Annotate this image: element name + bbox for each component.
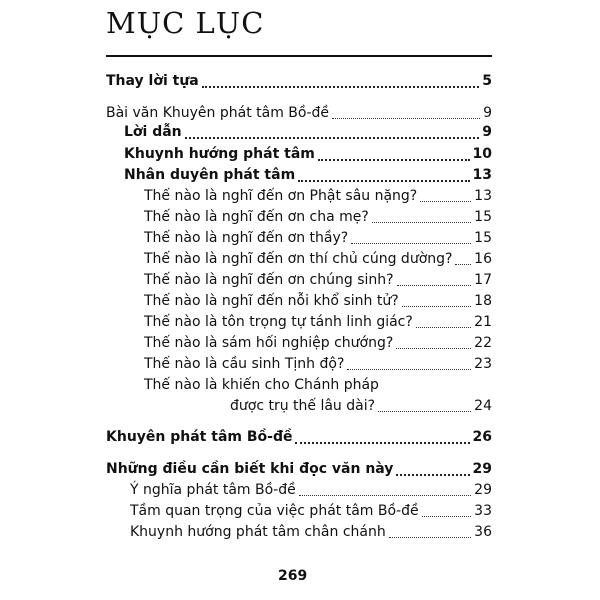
toc-entry-page: 15 — [474, 209, 492, 225]
toc-subentry-line1[interactable]: Thế nào là khiến cho Chánh pháp — [144, 377, 379, 393]
dot-leader — [396, 347, 471, 349]
toc-subentry[interactable] — [144, 206, 492, 228]
toc-entry-page: 21 — [474, 314, 492, 330]
toc-entry-page: 33 — [474, 503, 492, 519]
toc-entry-label: được trụ thế lâu dài? — [230, 398, 376, 414]
toc-subentry[interactable] — [144, 185, 492, 207]
dot-leader — [378, 410, 471, 412]
toc-subentry[interactable] — [130, 521, 492, 543]
toc-entry-page: 22 — [474, 335, 492, 351]
toc-subentry[interactable] — [130, 500, 492, 522]
toc-entry-label: Thế nào là tôn trọng tự tánh linh giác? — [144, 314, 413, 330]
dot-leader — [416, 326, 471, 328]
toc-entry-label: Lời dẫn — [124, 124, 182, 140]
toc-subentry[interactable] — [130, 479, 492, 501]
toc-entry-exhort[interactable] — [106, 426, 492, 448]
toc-entry-preface[interactable] — [106, 70, 492, 92]
toc-entry-page: 16 — [474, 251, 492, 267]
dot-leader — [318, 158, 470, 161]
dot-leader — [298, 179, 469, 182]
toc-subentry[interactable] — [144, 269, 492, 291]
dot-leader — [455, 263, 471, 265]
toc-entry-page: 18 — [474, 293, 492, 309]
toc-subentry[interactable] — [144, 248, 492, 270]
toc-entry-page: 10 — [472, 146, 492, 162]
dot-leader — [202, 85, 480, 88]
toc-entry-page: 13 — [472, 167, 492, 183]
dot-leader — [402, 305, 472, 307]
toc-entry-page: 13 — [474, 188, 492, 204]
toc-entry-label: Thế nào là nghĩ đến ơn cha mẹ? — [144, 209, 369, 225]
dot-leader — [295, 441, 469, 444]
toc-entry-label: Thế nào là nghĩ đến ơn thí chủ cúng dường? — [144, 251, 453, 267]
toc-entry-label: Thế nào là sám hối nghiệp chướng? — [144, 335, 394, 351]
toc-entry-label: Thay lời tựa — [106, 73, 199, 89]
page-title: MỤC LỤC — [106, 6, 265, 40]
dot-leader — [372, 221, 471, 223]
toc-entry-label: Khuyên phát tâm Bồ-đề — [106, 429, 293, 445]
toc-entry-page: 17 — [474, 272, 492, 288]
dot-leader — [396, 473, 469, 476]
toc-entry-label: Khuynh hướng phát tâm — [124, 146, 315, 162]
dot-leader — [420, 200, 471, 202]
toc-subentry[interactable] — [144, 227, 492, 249]
dot-leader — [389, 536, 471, 538]
toc-subentry[interactable] — [144, 353, 492, 375]
dot-leader — [351, 242, 471, 244]
toc-entry-direction[interactable] — [124, 143, 492, 165]
toc-entry-causes[interactable] — [124, 164, 492, 186]
toc-entry-page: 15 — [474, 230, 492, 246]
toc-entry-page: 5 — [482, 73, 492, 89]
toc-subentry[interactable] — [230, 395, 492, 417]
dot-leader — [422, 515, 472, 517]
page-number: 269 — [278, 568, 308, 584]
toc-entry-label: Thế nào là nghĩ đến nỗi khổ sinh tử? — [144, 293, 399, 309]
toc-entry-label: Bài văn Khuyên phát tâm Bồ-đề — [106, 105, 330, 121]
toc-subentry[interactable] — [144, 332, 492, 354]
toc-entry-label: Khuynh hướng phát tâm chân chánh — [130, 524, 386, 540]
toc-entry-label: Tầm quan trọng của việc phát tâm Bồ-đề — [130, 503, 419, 519]
dot-leader — [332, 117, 480, 119]
toc-entry-page: 29 — [472, 461, 492, 477]
toc-entry-page: 26 — [472, 429, 492, 445]
dot-leader — [299, 494, 471, 496]
toc-entry-label: Thế nào là nghĩ đến ơn thầy? — [144, 230, 349, 246]
toc-entry-page: 9 — [482, 124, 492, 140]
toc-entry-label: Nhân duyên phát tâm — [124, 167, 296, 183]
toc-entry-things[interactable] — [106, 458, 492, 480]
dot-leader — [185, 136, 480, 139]
toc-entry-label: Thế nào là nghĩ đến ơn chúng sinh? — [144, 272, 394, 288]
toc-subentry[interactable] — [144, 311, 492, 333]
toc-entry-page: 24 — [474, 398, 492, 414]
toc-entry-label: Những điều cần biết khi đọc văn này — [106, 461, 394, 477]
toc-entry-label: Thế nào là nghĩ đến ơn Phật sâu nặng? — [144, 188, 418, 204]
title-divider — [106, 55, 492, 57]
toc-entry-page: 36 — [474, 524, 492, 540]
toc-entry-label: Thế nào là cầu sinh Tịnh độ? — [144, 356, 345, 372]
toc-entry-intro[interactable] — [124, 121, 492, 143]
dot-leader — [347, 368, 471, 370]
toc-entry-label: Ý nghĩa phát tâm Bồ-đề — [130, 482, 296, 498]
toc-entry-page: 23 — [474, 356, 492, 372]
toc-subentry[interactable] — [144, 290, 492, 312]
toc-entry-page: 29 — [474, 482, 492, 498]
dot-leader — [397, 284, 472, 286]
toc-entry-page: 9 — [483, 105, 492, 121]
